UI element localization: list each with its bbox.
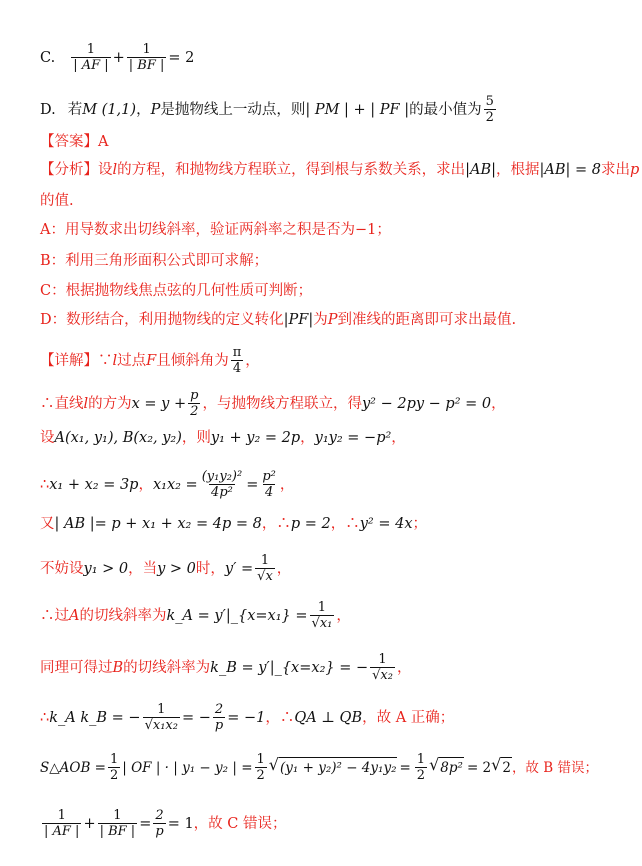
detail-line-2: ∴直线 l 的方为 x = y + $\frac{p}{2}$ ，与抛物线方程联立，得 y² − 2py − p² = 0 ，: [40, 388, 506, 419]
fraction: $\frac{5}{2}$: [485, 94, 494, 125]
square-root: √ (y₁ + y₂)² − 4y₁y₂: [268, 755, 397, 776]
detail-line-11: $\frac{1}{| AF |}$ + $\frac{1}{| BF |}$ = $\frac{2}{p}$ = 1 ，故 C 错误；: [44, 808, 287, 839]
detail-line-9: ∴ k_A k_B = − $\frac{1}{\text{√x₁x₂}}$ = − $\frac{2}{p}$ = −1 ，∴ QA ⊥ QB ，故 A 正确；: [40, 702, 455, 733]
fraction: $\frac{\text{p²}}{4}$: [262, 469, 276, 500]
option-label: D.: [40, 101, 56, 118]
fraction: $\frac{1}{| AF |}$: [73, 42, 109, 73]
analysis-d: D：数形结合，利用抛物线的定义转化 |PF| 为 P 到准线的距离即可求出最值.: [40, 312, 517, 328]
fraction: $\frac{1}{2}$: [256, 752, 265, 783]
detail-line-3: 设 A(x₁, y₁), B(x₂, y₂) ，则 y₁ + y₂ = 2p ， y₁y₂ = −p² ，: [40, 430, 406, 446]
square-root: √ 8p²: [429, 755, 463, 776]
answer: 【答案】A: [40, 134, 109, 150]
fraction: $\frac{1}{\text{√x₂}}$: [372, 652, 393, 683]
analysis-b: B：利用三角形面积公式即可求解；: [40, 253, 269, 269]
square-root: √ 2: [491, 755, 511, 776]
detail-line-4: ∴ x₁ + x₂ = 3p ， x₁x₂ = $\frac{\text{(y₁y₂)²}}{\text{4p²}}$ = $\frac{\text{p²}}{4}$ ，: [40, 469, 295, 500]
analysis-a: A：用导数求出切线斜率，验证两斜率之积是否为−1；: [40, 222, 391, 238]
fraction: $\frac{1}{2}$: [109, 752, 119, 783]
option-label: C.: [40, 49, 56, 66]
detail-line-6: 不妨设 y₁ > 0 ，当 y > 0 时， y′ = $\frac{1}{√x}$ ，: [40, 553, 292, 584]
option-d: D. 若 M (1,1) ， P 是抛物线上一动点，则 | PM | + | PF | 的最小值为 $\frac{5}{2}$: [40, 94, 494, 125]
fraction: $\frac{p}{2}$: [190, 388, 199, 419]
option-c: C. $\frac{1}{| AF |}$ + $\frac{1}{| BF |}$ = 2: [40, 42, 195, 73]
fraction: $\frac{1}{| AF |}$: [44, 808, 80, 839]
fraction: $\frac{\pi}{4}$: [232, 345, 242, 376]
analysis-line-2: 的值.: [40, 193, 74, 209]
analysis-c: C：根据抛物线焦点弦的几何性质可判断；: [40, 283, 313, 299]
analysis-line-1: 【分析】设 l 的方程，和抛物线方程联立，得到根与系数关系，求出 |AB| ，根据 |AB| = 8 求出 p: [40, 162, 640, 178]
detail-line-1: 【详解】∵ l 过点 F 且倾斜角为 $\frac{\pi}{4}$ ，: [40, 345, 260, 376]
fraction: $\frac{1}{2}$: [416, 752, 426, 783]
fraction: $\frac{1}{\text{√x₁}}$: [311, 600, 333, 631]
fraction: $\frac{1}{\text{√x₁x₂}}$: [144, 702, 178, 733]
fraction: $\frac{1}{| BF |}$: [99, 808, 136, 839]
fraction: $\frac{2}{p}$: [214, 702, 224, 733]
fraction: $\frac{1}{| BF |}$: [128, 42, 165, 73]
fraction: $\frac{\text{(y₁y₂)²}}{\text{4p²}}$: [201, 469, 243, 500]
detail-line-10: S△AOB = $\frac{1}{2}$ | OF | · | y₁ − y₂ | = $\frac{1}{2}$ √ (y₁ + y₂)² − 4y₁y₂ = $\frac{1}{2}$ √ 8p² = 2 √ 2 ，故 B 错误；: [40, 752, 598, 783]
detail-line-7: ∴过 A 的切线斜率为 k_A = y′|_{x=x₁} = $\frac{1}{\text{√x₁}}$ ，: [40, 600, 351, 631]
detail-line-8: 同理可得过 B 的切线斜率为 k_B = y′|_{x=x₂} = − $\frac{1}{\text{√x₂}}$ ，: [40, 652, 412, 683]
fraction: $\frac{2}{p}$: [155, 808, 164, 839]
fraction: $\frac{1}{√x}$: [257, 553, 273, 584]
detail-line-5: 又 | AB |= p + x₁ + x₂ = 4p = 8 ，∴ p = 2 ，∴ y² = 4x ；: [40, 516, 427, 532]
